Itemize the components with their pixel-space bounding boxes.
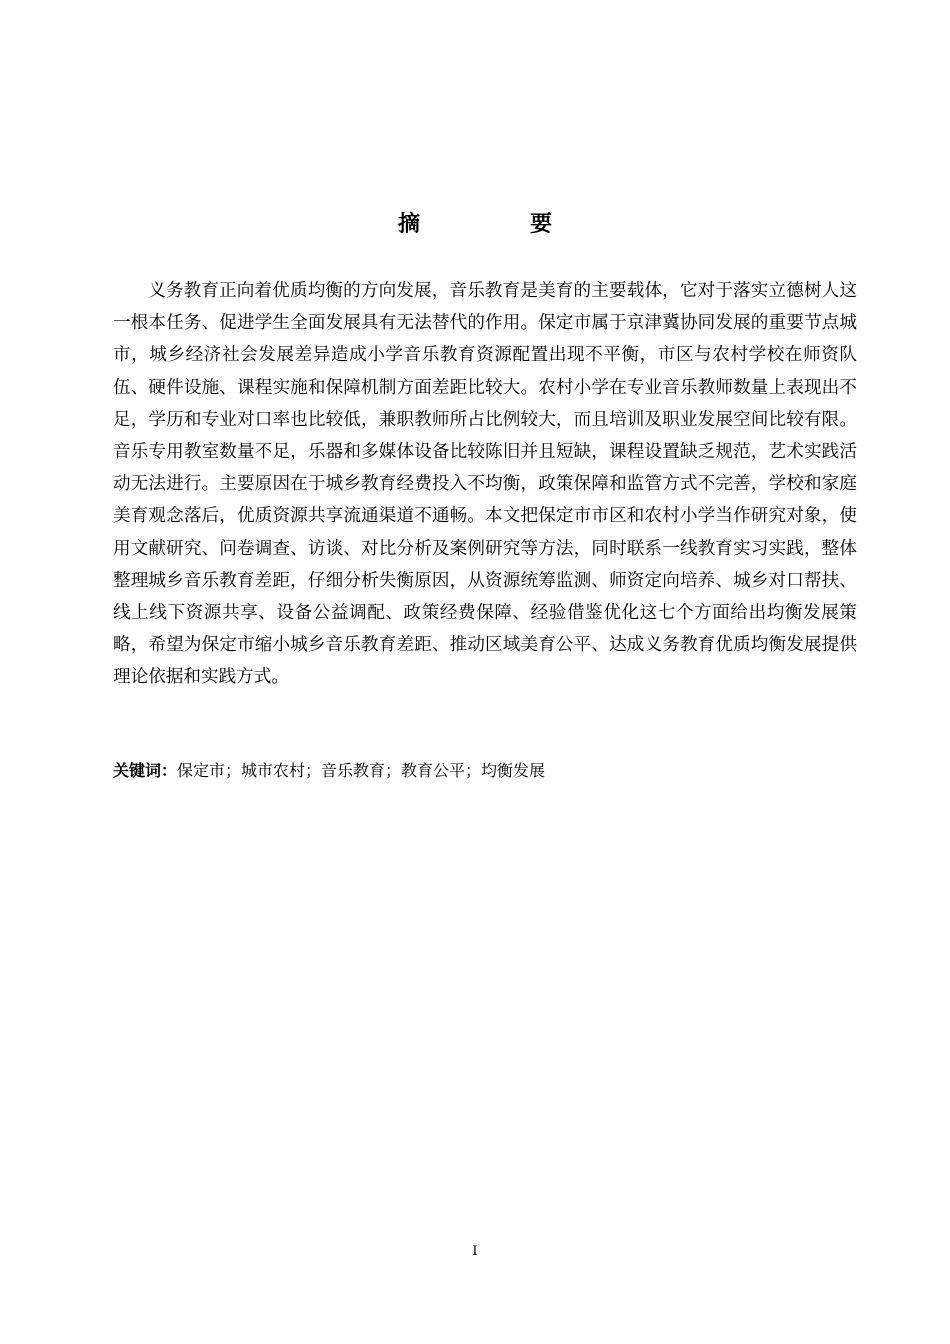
keywords-label: 关键词： <box>113 761 178 780</box>
keywords-text: 保定市；城市农村；音乐教育；教育公平；均衡发展 <box>177 761 546 780</box>
abstract-title: 摘 要 <box>397 212 596 237</box>
page-number: I <box>472 1244 478 1259</box>
keywords-line <box>113 756 857 786</box>
abstract-body: 义务教育正向着优质均衡的方向发展，音乐教育是美育的主要载体，它对于落实立德树人这一根本任务、促进学生全面发展具有无法替代的作用。保定市属于京津冀协同发展的重要节点城市，城乡经济社会发展差异造成小学音乐教育资源配置出现不平衡，市区与农村学校在师资队伍、硬件设施、课程实施和保障机制方面差距比较大。农村小学在专业音乐教师数量上表现出不足，学历和专业对口率也比较低，兼职教师所占比例较大，而且培训及职业发展空间比较有限。音乐专用教室数量不足，乐器和多媒体设备比较陈旧并且短缺，课程设置缺乏规范，艺术实践活动无法进行。主要原因在于城乡教育经费投入不均衡，政策保障和监管方式不完善，学校和家庭美育观念落后，优质资源共享流通渠道不通畅。本文把保定市市区和农村小学当作研究对象，使用文献研究、问卷调查、访谈、对比分析及案例研究等方法，同时联系一线教育实习实践，整体整理城乡音乐教育差距，仔细分析失衡原因，从资源统筹监测、师资定向培养、城乡对口帮扶、线上线下资源共享、设备公益调配、政策经费保障、经验借鉴优化这七个方面给出均衡发展策略，希望为保定市缩小城乡音乐教育差距、推动区域美育公平、达成义务教育优质均衡发展提供理论依据和实践方式。 <box>113 281 857 688</box>
